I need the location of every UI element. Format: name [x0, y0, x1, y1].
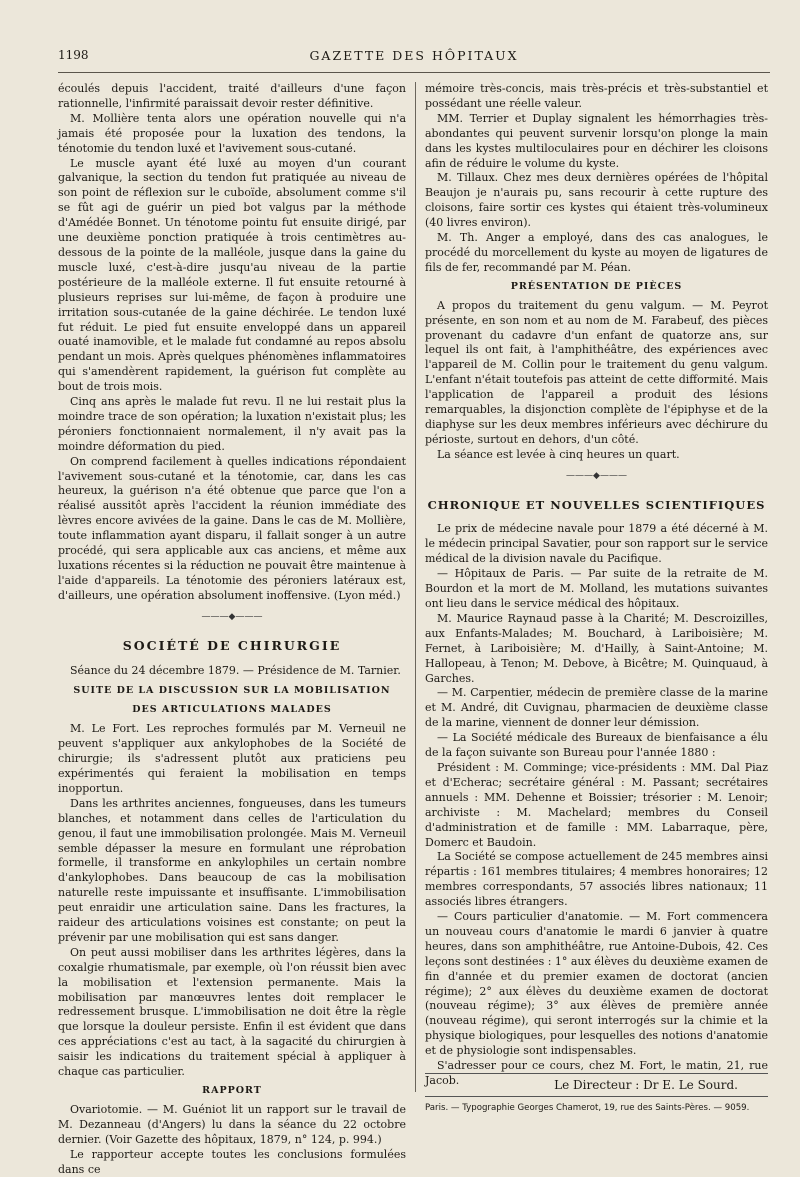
footer — [425, 1073, 768, 1113]
running-title: GAZETTE DES HÔPITAUX — [309, 48, 519, 63]
column-divider — [415, 82, 416, 1092]
paragraph: A propos du traitement du genu valgum. — M. Peyrot présente, en son nom et au nom de M. Farabeuf, des pièces provenant du cadavre d'un enfant de quatorze ans, sur lequel ils ont fait, à l'amphithéâtre, des expériences avec l'appareil de M. Collin pour le traitement du genu valgum. L'enfant n'était toutefois pas atteint de cette difformité. Mais l'application de l'appareil a produit des lésions remarquables, la disjonction complète de l'épiphyse et de la diaphyse sur les deux membres inférieurs avec déchirure du périoste, surtout en dehors, d'un côté. — [425, 298, 768, 446]
paragraph: La séance est levée à cinq heures un quart. — [437, 447, 680, 461]
section-heading: SOCIÉTÉ DE CHIRURGIE — [122, 637, 342, 653]
paragraph: M. Th. Anger a employé, dans des cas analogues, le procédé du morcellement du kyste au moyen de ligatures de fils de fer, recommandé par M. Péan. — [425, 231, 768, 274]
paragraph: — Cours particulier d'anatomie. — M. Fort commencera un nouveau cours d'anatomie le mardi 6 janvier à quatre heures, dans son amphithéâtre, rue Antoine-Dubois, 42. Ces leçons sont destinées : 1° aux élèves du deuxième examen de fin d'année et du premier examen de doctorat (ancien régime); 2° aux élèves du deuxième examen de doctorat (nouveau régime); 3° aux élèves de première année (nouveau régime), qui seront interrogés sur la chimie et la physique biologiques, pour lesquelles des notions d'anatomie et de physiologie sont indispensables. — [425, 910, 768, 1058]
paragraph: On comprend facilement à quelles indications répondaient l'avivement sous-cutané et la ténotomie, car, dans les cas heureux, la guérison n'a été obtenue que parce que l'on a réalisé aussitôt après l'accident la réunion immédiate des lèvres encore avivées de la gaine. Dans le cas de M. Mollière, toute inflammation ayant disparu, il fallait songer à un autre procédé, qui sera applicable aux cas anciens, et même aux luxations récentes si la réduction ne pouvait être maintenue à l'aide d'appareils. La ténotomie des péroniers latéraux est, d'ailleurs, une opération absolument inoffensive. (Lyon méd.) — [58, 454, 406, 602]
ornament-divider: ———◆——— — [566, 470, 627, 481]
paragraph: Le prix de médecine navale pour 1879 a été décerné à M. le médecin principal Savatier, pour son rapport sur le service médical de la division navale du Pacifique. — [425, 522, 768, 566]
paragraph: M. Maurice Raynaud passe à la Charité; M. Descroizilles, aux Enfants-Malades; M. Bouchard, à Lariboisière; M. Fernet, à Lariboisière; M. d'Hailly, à Saint-Antoine; M. Hallopeau, à Tenon; M. Debove, à Bicêtre; M. Quinquaud, à Garches. — [425, 611, 768, 685]
session-line: Séance du 24 décembre 1879. — Présidence de M. Tarnier. — [70, 663, 401, 677]
paragraph: Président : M. Comminge; vice-présidents : MM. Dal Piaz et d'Echerac; secrétaire général : M. Passant; secrétaires annuels : MM. Dehenne et Boissier; trésorier : M. Lenoir; archiviste : M. Machelard; membres du Conseil d'administration et de famille : MM. Labarraque, père, Domerc et Baudoin. — [425, 760, 768, 849]
paragraph: On peut aussi mobiliser dans les arthrites légères, dans la coxalgie rhumatismale, par exemple, où l'on réussit bien avec la mobilisation et l'extension permanente. Mais la mobilisation par manœuvres lentes doit remplacer le redressement brusque. L'immobilisation ne doit être la règle que lorsque la douleur persiste. Enfin il est évident que dans ces appréciations c'est au tact, à la sagacité du chirurgien à saisir les indications du traitement spécial à appliquer à chaque cas particulier. — [58, 945, 406, 1079]
paragraph: écoulés depuis l'accident, traité d'ailleurs d'une façon rationnelle, l'infirmité paraissait devoir rester définitive. — [58, 82, 406, 110]
paragraph: M. Mollière tenta alors une opération nouvelle qui n'a jamais été proposée pour la luxation des tendons, la ténotomie du tendon luxé et l'avivement sous-cutané. — [58, 111, 406, 155]
page-header — [58, 44, 770, 73]
footer-rule — [425, 1096, 768, 1097]
paragraph: M. Tillaux. Chez mes deux dernières opérées de l'hôpital Beaujon je n'aurais pu, sans recourir à cette rupture des cloisons, faire sortir ces kystes qui étaient très-volumineux (40 livres environ). — [425, 171, 768, 230]
paragraph: — Hôpitaux de Paris. — Par suite de la retraite de M. Bourdon et la mort de M. Molland, les mutations suivantes ont lieu dans le service médical des hôpitaux. — [425, 567, 768, 610]
paragraph: La Société se compose actuellement de 245 membres ainsi répartis : 161 membres titulaires; 4 membres honoraires; 12 membres correspondants, 57 associés libres nationaux; 11 associés libres étrangers. — [425, 850, 768, 909]
paragraph: — La Société médicale des Bureaux de bienfaisance a élu de la façon suivante son Bureau pour l'année 1880 : — [425, 731, 768, 760]
section-heading: CHRONIQUE ET NOUVELLES SCIENTIFIQUES — [427, 497, 766, 512]
page-number: 1198 — [58, 48, 89, 62]
subheading: RAPPORT — [202, 1085, 262, 1096]
left-column — [58, 82, 406, 1177]
right-column — [425, 82, 768, 1089]
paragraph: M. Le Fort. Les reproches formulés par M. Verneuil ne peuvent s'appliquer aux ankylophobes de la Société de chirurgie; ils s'adressent plutôt aux praticiens peu expérimentés qui feraient la mobilisation en temps inopportun. — [58, 722, 406, 795]
director-signature: Le Directeur : Dr E. Le Sourd. — [554, 1078, 738, 1092]
paragraph: — M. Carpentier, médecin de première classe de la marine et M. André, dit Cuvignau, pharmacien de deuxième classe de la marine, viennent de donner leur démission. — [425, 686, 768, 730]
paragraph: Cinq ans après le malade fut revu. Il ne lui restait plus la moindre trace de son opération; la luxation n'existait plus; les péroniers fonctionnaient normalement, il n'y avait pas la moindre déformation du pied. — [58, 395, 406, 453]
subheading: SUITE DE LA DISCUSSION SUR LA MOBILISATION — [73, 685, 391, 697]
paragraph: S'adresser pour ce cours, chez M. Fort, le matin, 21, rue Jacob. — [425, 1059, 768, 1087]
ornament-divider: ———◆——— — [201, 611, 263, 622]
paragraph: Dans les arthrites anciennes, fongueuses, dans les tumeurs blanches, et notamment dans celles de l'articulation du genou, il faut une immobilisation prolongée. Mais M. Verneuil semble dépasser la mesure en formulant une réprobation formelle, il transforme en ankylophiles un certain nombre d'ankylophobes. Dans beaucoup de cas la mobilisation naturelle reste impuissante et insuffisante. L'immobilisation peut enraidir une articulation saine. Dans les fractures, la raideur des articulations voisines est constante; on peut la prévenir par une mobilisation qui est sans danger. — [58, 796, 406, 944]
paragraph: MM. Terrier et Duplay signalent les hémorrhagies très-abondantes qui peuvent survenir lorsqu'on plonge la main dans les kystes multiloculaires pour en déchirer les cloisons afin de réduire le volume du kyste. — [425, 111, 768, 170]
paragraph: Ovariotomie. — M. Guéniot lit un rapport sur le travail de M. Dezanneau (d'Angers) lu dans la séance du 22 octobre dernier. (Voir Gazette des hôpitaux, 1879, n° 124, p. 994.) — [58, 1102, 406, 1146]
paragraph: Le muscle ayant été luxé au moyen d'un courant galvanique, la section du tendon fut pratiquée au niveau de son point de réflexion sur le cuboïde, absolument comme s'il se fût agi de guérir un pied bot valgus par la méthode d'Amédée Bonnet. Un ténotome pointu fut ensuite dirigé, par une deuxième ponction pratiquée à trois centimètres au-dessous de la pointe de la malléole, jusque dans la gaine du muscle luxé, c'est-à-dire jusqu'au niveau de la partie postérieure de la malléole externe. Il fut ensuite retourné à plusieurs reprises sur lui-même, de façon à produire une irritation sous-cutanée de la gaine déchirée. Le tendon luxé fut réduit. Le pied fut ensuite enveloppé dans un appareil ouaté inamovible, et le malade fut condamné au repos absolu pendant un mois. Après quelques phénomènes inflammatoires qui s'amendèrent rapidement, la guérison fut complète au bout de trois mois. — [58, 156, 406, 394]
paragraph: mémoire très-concis, mais très-précis et très-substantiel et possédant une réelle valeur. — [425, 82, 768, 110]
paragraph: Le rapporteur accepte toutes les conclusions formulées dans ce — [58, 1147, 406, 1176]
printer-imprint: Paris. — Typographie Georges Chamerot, 19, rue des Saints-Pères. — 9059. — [425, 1103, 750, 1113]
subheading: DES ARTICULATIONS MALADES — [132, 704, 332, 716]
subheading: PRÉSENTATION DE PIÈCES — [510, 280, 683, 292]
